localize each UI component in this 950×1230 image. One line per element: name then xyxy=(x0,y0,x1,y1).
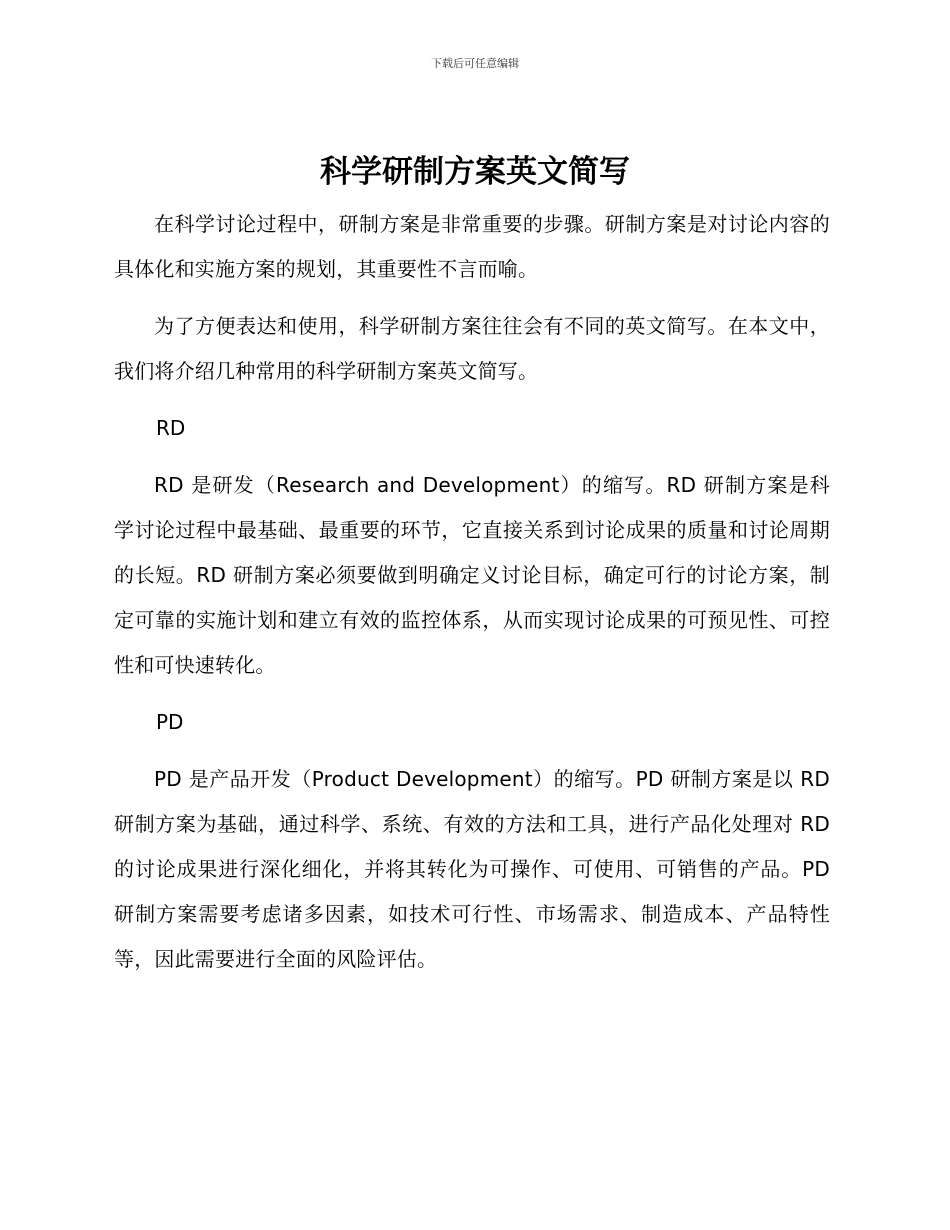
paragraph-spacer xyxy=(114,451,830,463)
section-heading-pd: PD xyxy=(156,710,184,734)
paragraph-intro-1: 在科学讨论过程中，研制方案是非常重要的步骤。研制方案是对讨论内容的具体化和实施方案的规划，其重要性不言而喻。 xyxy=(114,212,830,281)
paragraph-spacer xyxy=(114,745,830,757)
paragraph-spacer xyxy=(114,688,830,700)
paragraph-spacer xyxy=(114,394,830,406)
paragraph-rd: RD 是研发（Research and Development）的缩写。RD 研制方案是科学讨论过程中最基础、最重要的环节，它直接关系到讨论成果的质量和讨论周期的长短。RD 研制方案必须要做到明确定义讨论目标，确定可行的讨论方案，制定可靠的实施计划和建立有效的监控体系，从而实现讨论成果的可预见性、可控性和可快速转化。 xyxy=(114,473,830,677)
document-body xyxy=(114,202,830,982)
header-note: 下载后可任意编辑 xyxy=(431,57,519,70)
document-title: 科学研制方案英文简写 xyxy=(320,154,630,190)
section-heading-rd: RD xyxy=(156,416,186,440)
paragraph-pd: PD 是产品开发（Product Development）的缩写。PD 研制方案是以 RD 研制方案为基础，通过科学、系统、有效的方法和工具，进行产品化处理对 RD 的讨论成果进行深化细化，并将其转化为可操作、可使用、可销售的产品。PD 研制方案需要考虑诸多因素，如技术可行性、市场需求、制造成本、产品特性等，因此需要进行全面的风险评估。 xyxy=(114,767,830,971)
paragraph-intro-2: 为了方便表达和使用，科学研制方案往往会有不同的英文简写。在本文中，我们将介绍几种常用的科学研制方案英文简写。 xyxy=(114,314,830,383)
paragraph-spacer xyxy=(114,292,830,304)
